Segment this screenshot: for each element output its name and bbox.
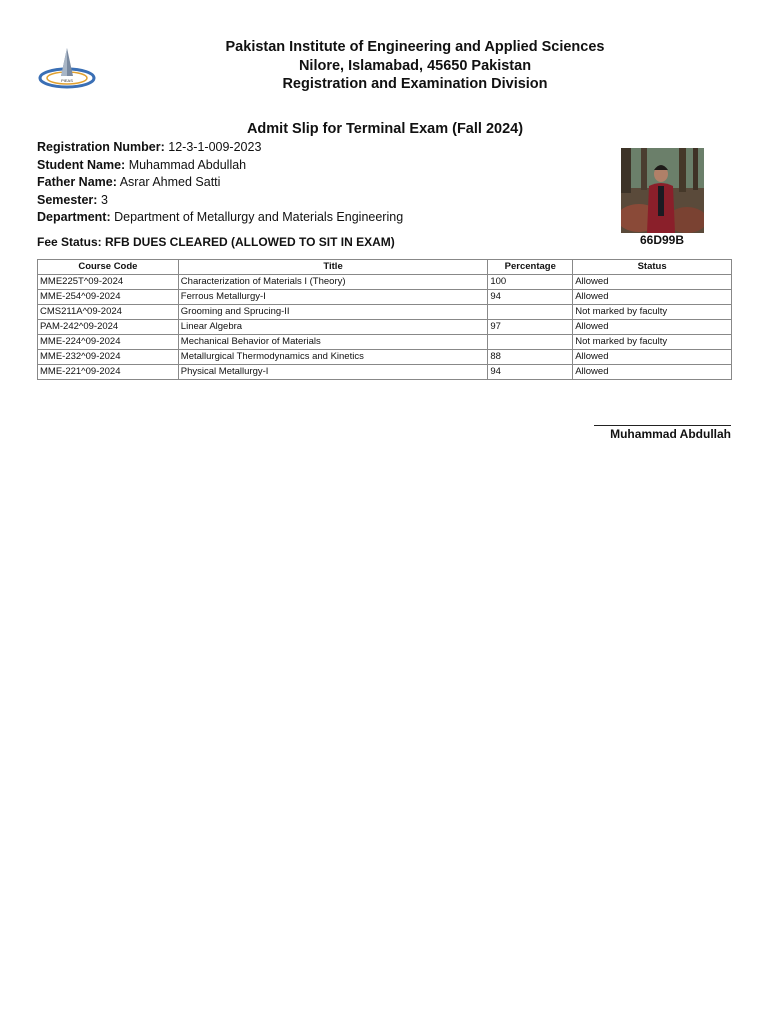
table-row	[38, 275, 732, 290]
page-title: Admit Slip for Terminal Exam (Fall 2024)	[246, 121, 524, 137]
signature-name: Muhammad Abdullah	[610, 427, 731, 441]
registration-label: Registration Number:	[37, 140, 165, 154]
department-label: Department:	[37, 210, 111, 224]
course-code: MME225T^09-2024	[38, 275, 179, 290]
course-status: Allowed	[573, 320, 732, 335]
course-title: Mechanical Behavior of Materials	[178, 335, 488, 350]
course-status: Not marked by faculty	[573, 305, 732, 320]
fee-status: Fee Status: RFB DUES CLEARED (ALLOWED TO SIT IN EXAM)	[37, 235, 395, 249]
student-name-value: Muhammad Abdullah	[128, 158, 247, 172]
division-name: Registration and Examination Division	[282, 76, 548, 92]
course-percentage: 100	[488, 275, 573, 290]
course-percentage: 88	[488, 350, 573, 365]
course-status: Allowed	[573, 350, 732, 365]
course-percentage: 97	[488, 320, 573, 335]
course-percentage	[488, 335, 573, 350]
table-row	[38, 320, 732, 335]
course-code: PAM-242^09-2024	[38, 320, 179, 335]
table-row	[38, 335, 732, 350]
table-row	[38, 290, 732, 305]
logo-text: PIEAS	[61, 78, 73, 83]
registration-row	[37, 140, 261, 154]
table-row	[38, 365, 732, 380]
course-code: MME-224^09-2024	[38, 335, 179, 350]
table-header-row	[38, 260, 732, 275]
course-code: MME-221^09-2024	[38, 365, 179, 380]
course-code: MME-254^09-2024	[38, 290, 179, 305]
course-status: Allowed	[573, 365, 732, 380]
course-percentage: 94	[488, 365, 573, 380]
course-code: MME-232^09-2024	[38, 350, 179, 365]
father-name-row	[37, 175, 220, 189]
course-title: Ferrous Metallurgy-I	[178, 290, 488, 305]
department-row	[37, 210, 403, 224]
course-title: Grooming and Sprucing-II	[178, 305, 488, 320]
student-photo	[621, 148, 704, 233]
course-percentage	[488, 305, 573, 320]
header-percentage: Percentage	[488, 260, 573, 275]
course-title: Linear Algebra	[178, 320, 488, 335]
signature-line	[594, 425, 731, 426]
header-course-code: Course Code	[38, 260, 179, 275]
student-name-label: Student Name:	[37, 158, 126, 172]
semester-row	[37, 193, 108, 207]
pieas-logo-icon	[38, 46, 96, 92]
semester-label: Semester:	[37, 193, 98, 207]
header-status: Status	[573, 260, 732, 275]
course-status: Allowed	[573, 290, 732, 305]
institute-name: Pakistan Institute of Engineering and Applied Sciences	[225, 39, 605, 55]
course-title: Metallurgical Thermodynamics and Kinetics	[178, 350, 488, 365]
table-row	[38, 350, 732, 365]
photo-code: 66D99B	[639, 233, 685, 247]
course-title: Characterization of Materials I (Theory)	[178, 275, 488, 290]
semester-value: 3	[100, 193, 108, 207]
registration-value: 12-3-1-009-2023	[168, 140, 262, 154]
father-name-label: Father Name:	[37, 175, 117, 189]
institute-address: Nilore, Islamabad, 45650 Pakistan	[298, 57, 532, 74]
father-name-value: Asrar Ahmed Satti	[119, 175, 221, 189]
course-percentage: 94	[488, 290, 573, 305]
header	[180, 38, 650, 94]
course-code: CMS211A^09-2024	[38, 305, 179, 320]
course-status: Allowed	[573, 275, 732, 290]
course-title: Physical Metallurgy-I	[178, 365, 488, 380]
student-name-row	[37, 158, 246, 172]
department-value: Department of Metallurgy and Materials Engineering	[114, 210, 404, 224]
courses-table	[37, 259, 732, 380]
header-title: Title	[178, 260, 488, 275]
course-status: Not marked by faculty	[573, 335, 732, 350]
table-row	[38, 305, 732, 320]
